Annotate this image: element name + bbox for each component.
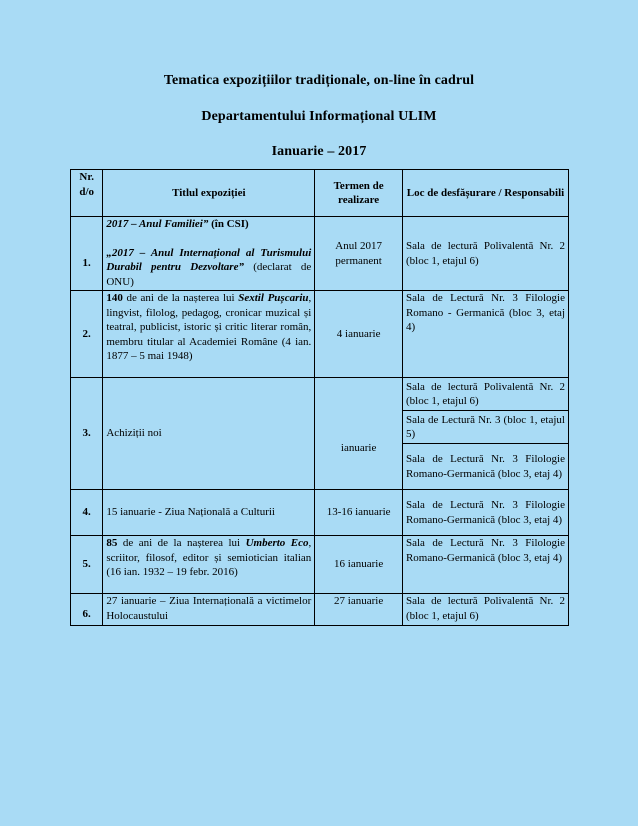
row-number: 6. xyxy=(71,594,103,626)
title-part: Umberto Eco xyxy=(245,537,309,549)
location-cell: Sala de Lectură Nr. 3 Filologie Romano-Germanică (bloc 3, etaj 4) xyxy=(402,444,568,490)
exhibition-title: 27 ianuarie – Ziua Internațională a victimelor Holocaustului xyxy=(103,594,315,626)
exhibition-title xyxy=(103,536,315,594)
location-cell: Sala de Lectură Nr. 3 Filologie Romano - Germanică (bloc 3, etaj 4) xyxy=(402,291,568,378)
header-nr: Nr. d/o xyxy=(71,170,103,217)
exhibitions-table xyxy=(70,169,569,626)
location-cell: Sala de Lectură Nr. 3 Filologie Romano-Germanică (bloc 3, etaj 4) xyxy=(402,536,568,594)
location-cell: Sala de Lectură Nr. 3 (bloc 1, etajul 5) xyxy=(402,411,568,444)
exhibition-title: 15 ianuarie - Ziua Națională a Culturii xyxy=(103,490,315,536)
header-term: Termen de realizare xyxy=(315,170,403,217)
term-cell: 13-16 ianuarie xyxy=(315,490,403,536)
location-cell: Sala de lectură Polivalentă Nr. 2 (bloc 1, etajul 6) xyxy=(402,594,568,626)
exhibition-title: Achiziții noi xyxy=(103,378,315,490)
term-cell: ianuarie xyxy=(315,378,403,490)
location-cell: Sala de lectură Polivalentă Nr. 2 (bloc 1, etajul 6) xyxy=(402,378,568,411)
row-number: 1. xyxy=(71,217,103,291)
document-title-line2: Departamentului Informațional ULIM xyxy=(201,109,437,124)
row-number: 4. xyxy=(71,490,103,536)
term-cell: Anul 2017 permanent xyxy=(315,217,403,291)
table-row xyxy=(71,378,569,411)
exhibition-title xyxy=(103,291,315,378)
term-cell: 16 ianuarie xyxy=(315,536,403,594)
location-cell: Sala de Lectură Nr. 3 Filologie Romano-Germanică (bloc 3, etaj 4) xyxy=(402,490,568,536)
document-title-month: Ianuarie – 2017 xyxy=(271,144,367,159)
row-number: 3. xyxy=(71,378,103,490)
title-part: 2017 – Anul Familiei” xyxy=(106,218,209,230)
title-part: (declarat de ONU) xyxy=(106,261,312,288)
table-row xyxy=(71,217,569,291)
term-cell: 4 ianuarie xyxy=(315,291,403,378)
title-part: 85 xyxy=(106,537,118,549)
location-cell: Sala de lectură Polivalentă Nr. 2 (bloc 1, etajul 6) xyxy=(402,217,568,291)
title-part: de ani de la nașterea lui xyxy=(122,292,239,304)
row-number: 5. xyxy=(71,536,103,594)
term-cell: 27 ianuarie xyxy=(315,594,403,626)
title-part: , lingvist, filolog, pedagog, cronicar muzical și teatral, publicist, istoric și critic literar român, membru titular al Academiei Române (4 ian. 1877 – 5 mai 1948) xyxy=(106,292,312,362)
table-row xyxy=(71,490,569,536)
title-part: de ani de la nașterea lui xyxy=(117,537,246,549)
exhibition-title xyxy=(103,217,315,291)
table-row xyxy=(71,291,569,378)
table-row xyxy=(71,594,569,626)
title-part: 140 xyxy=(106,292,123,304)
document-title-line1: Tematica expozițiilor tradiționale, on-line în cadrul xyxy=(163,73,475,88)
table-row xyxy=(71,536,569,594)
table-header-row xyxy=(71,170,569,217)
header-title: Titlul expoziției xyxy=(103,170,315,217)
title-part: „2017 – Anul Internațional al Turismului Durabil pentru Dezvoltare” xyxy=(106,246,312,273)
row-number: 2. xyxy=(71,291,103,378)
title-part: , scriitor, filosof, editor și semiotician italian (16 ian. 1932 – 19 febr. 2016) xyxy=(106,537,312,578)
title-part: Sextil Pușcariu xyxy=(238,292,309,304)
title-part: (în CSI) xyxy=(208,218,249,230)
header-location: Loc de desfășurare / Responsabili xyxy=(402,170,568,217)
